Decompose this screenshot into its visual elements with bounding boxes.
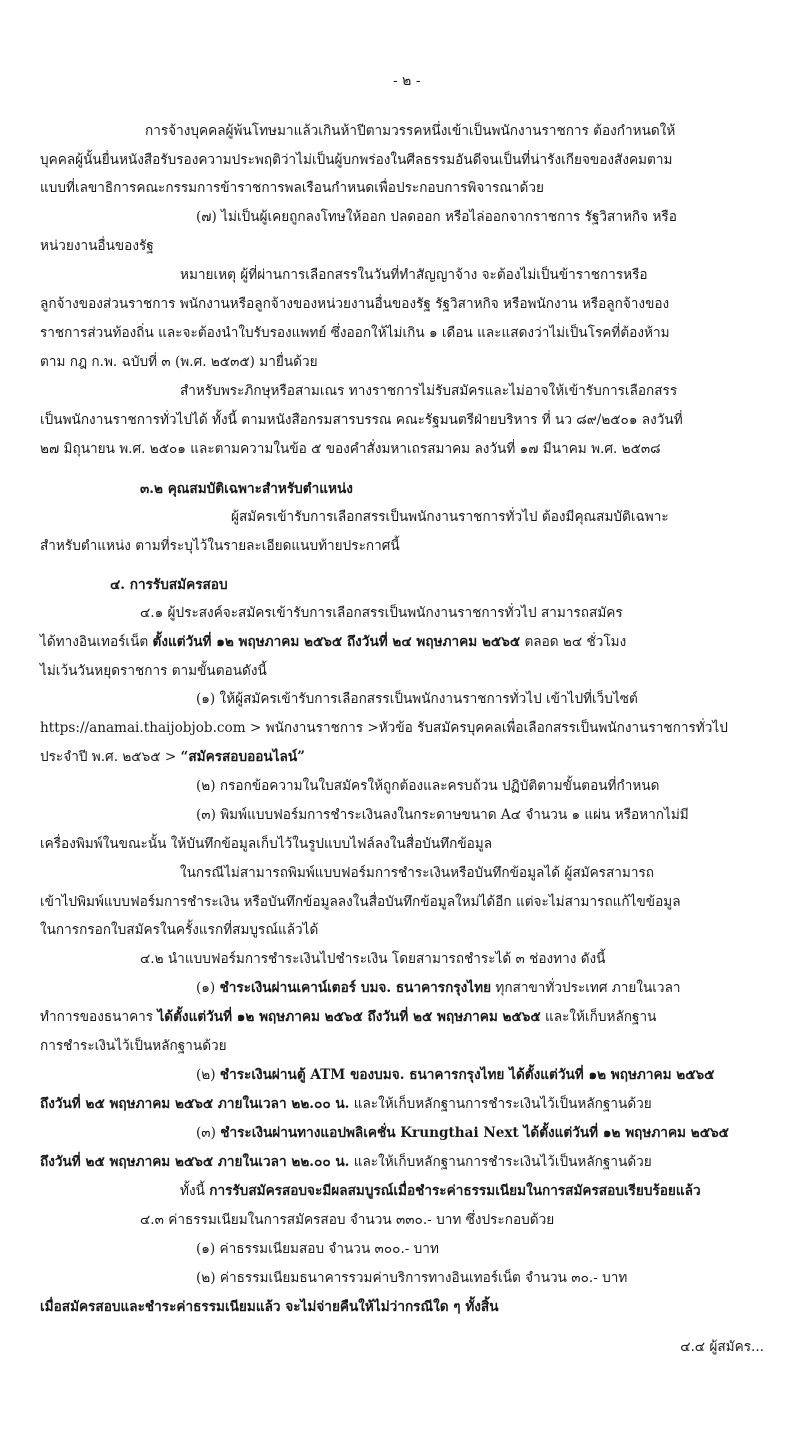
text: แบบที่เลขาธิการคณะกรรมการข้าราชการพลเรือนกำหนดเพื่อประกอบการพิจารณาด้วย <box>40 180 544 196</box>
text-line <box>110 574 228 596</box>
text: (๑) ค่าธรรมเนียมสอบ จำนวน ๓๐๐.- บาท <box>196 1241 439 1257</box>
text-line <box>40 322 670 344</box>
bold-text: ๔. การรับสมัครสอบ <box>110 577 228 593</box>
text: (๗) ไม่เป็นผู้เคยถูกลงโทษให้ออก ปลดออก หรือไล่ออกจากราชการ รัฐวิสาหกิจ หรือ <box>196 209 677 225</box>
text-line <box>40 833 492 855</box>
text-line <box>140 602 623 624</box>
text-line <box>180 380 677 402</box>
text-line <box>40 177 544 199</box>
text: บุคคลผู้นั้นยื่นหนังสือรับรองความประพฤติว่าไม่เป็นผู้บกพร่องในศีลธรรมอันดีจนเป็นที่น่ารังเกียจของสังคมตาม <box>40 152 673 168</box>
text: (๑) ให้ผู้สมัครเข้ารับการเลือกสรรเป็นพนักงานราชการทั่วไป เข้าไปที่เว็บไซต์ <box>196 691 638 707</box>
bold-text: ได้ตั้งแต่วันที่ ๑๒ พฤษภาคม ๒๕๖๕ ถึงวันที่ ๒๕ พฤษภาคม ๒๕๖๕ <box>157 1009 541 1025</box>
text: ๒๗ มิถุนายน พ.ศ. ๒๕๐๑ และตามความในข้อ ๕ ของคำสั่งมหาเถรสมาคม ลงวันที่ ๑๗ มีนาคม พ.ศ. ๒๕๓๘ <box>40 441 661 457</box>
text: (๒) ค่าธรรมเนียมธนาคารรวมค่าบริการทางอินเทอร์เน็ต จำนวน ๓๐.- บาท <box>196 1270 628 1286</box>
bold-text: ชำระเงินผ่านทางแอปพลิเคชั่น Krungthai Next ได้ตั้งแต่วันที่ ๑๒ พฤษภาคม ๒๕๖๕ <box>220 1125 729 1141</box>
text-line <box>196 1064 714 1086</box>
text-line <box>40 631 626 653</box>
bold-text: ตั้งแต่วันที่ ๑๒ พฤษภาคม ๒๕๖๕ ถึงวันที่ ๒๔ พฤษภาคม ๒๕๖๕ <box>152 634 521 650</box>
text-line <box>196 1238 439 1260</box>
text-line <box>196 804 689 826</box>
text: ทั้งนี้ <box>180 1183 210 1199</box>
text: ๔.๑ ผู้ประสงค์จะสมัครเข้ารับการเลือกสรรเป็นพนักงานราชการทั่วไป สามารถสมัคร <box>140 605 623 621</box>
text: สำหรับตำแหน่ง ตามที่ระบุไว้ในรายละเอียดแนบท้ายประกาศนี้ <box>40 538 400 554</box>
text: หมายเหตุ ผู้ที่ผ่านการเลือกสรรในวันที่ทำสัญญาจ้าง จะต้องไม่เป็นข้าราชการหรือ <box>180 267 648 283</box>
text-line <box>40 717 728 739</box>
text: ทุกสาขาทั่วประเทศ ภายในเวลา <box>491 980 681 996</box>
text: (๑) <box>196 980 220 996</box>
text: ประจำปี พ.ศ. ๒๕๖๕ > <box>40 749 181 765</box>
text-line <box>40 1296 499 1318</box>
text-line <box>40 919 318 941</box>
text-line <box>196 1267 627 1289</box>
text-line <box>145 120 675 142</box>
text: เครื่องพิมพ์ในขณะนั้น ให้บันทึกข้อมูลเก็บไว้ในรูปแบบไฟล์ลงในสื่อบันทึกข้อมูล <box>40 836 493 852</box>
text-line <box>40 351 318 373</box>
text-line <box>180 1180 701 1202</box>
text: ในกรณีไม่สามารถพิมพ์แบบฟอร์มการชำระเงินหรือบันทึกข้อมูลได้ ผู้สมัครสามารถ <box>180 865 655 881</box>
text-line <box>196 1122 729 1144</box>
text: เข้าไปพิมพ์แบบฟอร์มการชำระเงิน หรือบันทึกข้อมูลลงในสื่อบันทึกข้อมูลใหม่ได้อีก แต่จะไม่สามารถแก้ไขข้อมูล <box>40 894 681 910</box>
bold-text: ถึงวันที่ ๒๕ พฤษภาคม ๒๕๖๕ ภายในเวลา ๒๒.๐๐ น. <box>40 1096 350 1112</box>
text-line <box>40 409 683 431</box>
text-line <box>40 891 681 913</box>
text: ในการกรอกใบสมัครในครั้งแรกที่สมบูรณ์แล้วได้ <box>40 922 319 938</box>
text-line <box>180 862 654 884</box>
text: และให้เก็บหลักฐาน <box>540 1009 657 1025</box>
bold-text: “สมัครสอบออนไลน์” <box>180 749 305 765</box>
text: (๒) <box>196 1067 220 1083</box>
bold-text: เมื่อสมัครสอบและชำระค่าธรรมเนียมแล้ว จะไม่จ่ายคืนให้ไม่ว่ากรณีใด ๆ ทั้งสิ้น <box>40 1299 499 1315</box>
text: ไม่เว้นวันหยุดราชการ ตามขั้นตอนดังนี้ <box>40 663 267 679</box>
bold-text: ชำระเงินผ่านตู้ ATM ของบมจ. ธนาคารกรุงไทย ได้ตั้งแต่วันที่ ๑๒ พฤษภาคม ๒๕๖๕ <box>219 1067 715 1083</box>
text-line <box>40 1035 227 1057</box>
text: การจ้างบุคคลผู้พ้นโทษมาแล้วเกินห้าปีตามวรรคหนึ่งเข้าเป็นพนักงานราชการ ต้องกำหนดให้ <box>145 123 676 139</box>
text: (๒) กรอกข้อความในใบสมัครให้ถูกต้องและครบถ้วน ปฏิบัติตามขั้นตอนที่กำหนด <box>196 778 660 794</box>
text-line <box>196 206 677 228</box>
text: และให้เก็บหลักฐานการชำระเงินไว้เป็นหลักฐานด้วย <box>349 1096 652 1112</box>
text-line <box>40 149 672 171</box>
text: ทำการของธนาคาร <box>40 1009 158 1025</box>
text-line <box>180 264 648 286</box>
text-line <box>140 1209 554 1231</box>
text-line <box>40 660 267 682</box>
bold-text: การรับสมัครสอบจะมีผลสมบูรณ์เมื่อชำระค่าธรรมเนียมในการสมัครสอบเรียบร้อยแล้ว <box>209 1183 701 1199</box>
text-line <box>196 688 638 710</box>
text-line <box>40 535 400 557</box>
text: สำหรับพระภิกษุหรือสามเณร ทางราชการไม่รับสมัครและไม่อาจให้เข้ารับการเลือกสรร <box>180 383 678 399</box>
text-line <box>40 746 305 768</box>
text: และให้เก็บหลักฐานการชำระเงินไว้เป็นหลักฐานด้วย <box>349 1154 652 1170</box>
text: ราชการส่วนท้องถิ่น และจะต้องนำใบรับรองแพทย์ ซึ่งออกให้ไม่เกิน ๑ เดือน และแสดงว่าไม่เป็นโรคที่ต้องห้าม <box>40 325 670 341</box>
text-line <box>40 1093 652 1115</box>
text: ตาม กฎ ก.พ. ฉบับที่ ๓ (พ.ศ. ๒๕๓๕) มายื่นด้วย <box>40 354 318 370</box>
text: ผู้สมัครเข้ารับการเลือกสรรเป็นพนักงานราชการทั่วไป ต้องมีคุณสมบัติเฉพาะ <box>231 509 669 525</box>
text: (๓) พิมพ์แบบฟอร์มการชำระเงินลงในกระดาษขนาด A๔ จำนวน ๑ แผ่น หรือหากไม่มี <box>196 807 689 823</box>
bold-text: ถึงวันที่ ๒๕ พฤษภาคม ๒๕๖๕ ภายในเวลา ๒๒.๐๐ น. <box>40 1154 350 1170</box>
text: การชำระเงินไว้เป็นหลักฐานด้วย <box>40 1038 227 1054</box>
bold-text: ๓.๒ คุณสมบัติเฉพาะสำหรับตำแหน่ง <box>140 481 353 497</box>
text-line <box>40 293 669 315</box>
page-number: - ๒ - <box>393 73 421 89</box>
text: ลูกจ้างของส่วนราชการ พนักงานหรือลูกจ้างของหน่วยงานอื่นของรัฐ รัฐวิสาหกิจ หรือพนักงาน หรือลูกจ้างของ <box>40 296 670 312</box>
text-line <box>40 235 154 257</box>
text: https://anamai.thaijobjob.com > พนักงานราชการ >หัวข้อ รับสมัครบุคคลเพื่อเลือกสรรเป็นพนักงานราชการทั่วไป <box>40 720 728 736</box>
bold-text: ชำระเงินผ่านเคาน์เตอร์ บมจ. ธนาคารกรุงไทย <box>219 980 492 996</box>
text: ตลอด ๒๔ ชั่วโมง <box>520 634 627 650</box>
text-line <box>140 948 605 970</box>
text-line <box>40 1006 656 1028</box>
text-line <box>40 438 661 460</box>
text: ได้ทางอินเทอร์เน็ต <box>40 634 153 650</box>
text-line <box>40 1151 652 1173</box>
text: ๔.๒ นำแบบฟอร์มการชำระเงินไปชำระเงิน โดยสามารถชำระได้ ๓ ช่องทาง ดังนี้ <box>140 951 606 967</box>
text: (๓) <box>196 1125 221 1141</box>
text-line <box>196 977 681 999</box>
text: เป็นพนักงานราชการทั่วไปได้ ทั้งนี้ ตามหนังสือกรมสารบรรณ คณะรัฐมนตรีฝ่ายบริหาร ที่ นว ๘๙/๒๕๐๑ ลงวันที่ <box>40 412 683 428</box>
text-line <box>231 506 669 528</box>
text-line <box>140 478 353 500</box>
text: ๔.๓ ค่าธรรมเนียมในการสมัครสอบ จำนวน ๓๓๐.- บาท ซึ่งประกอบด้วย <box>140 1212 555 1228</box>
text: หน่วยงานอื่นของรัฐ <box>40 238 154 254</box>
continuation-text: ๔.๔ ผู้สมัคร... <box>680 1339 764 1355</box>
text-line <box>196 775 659 797</box>
